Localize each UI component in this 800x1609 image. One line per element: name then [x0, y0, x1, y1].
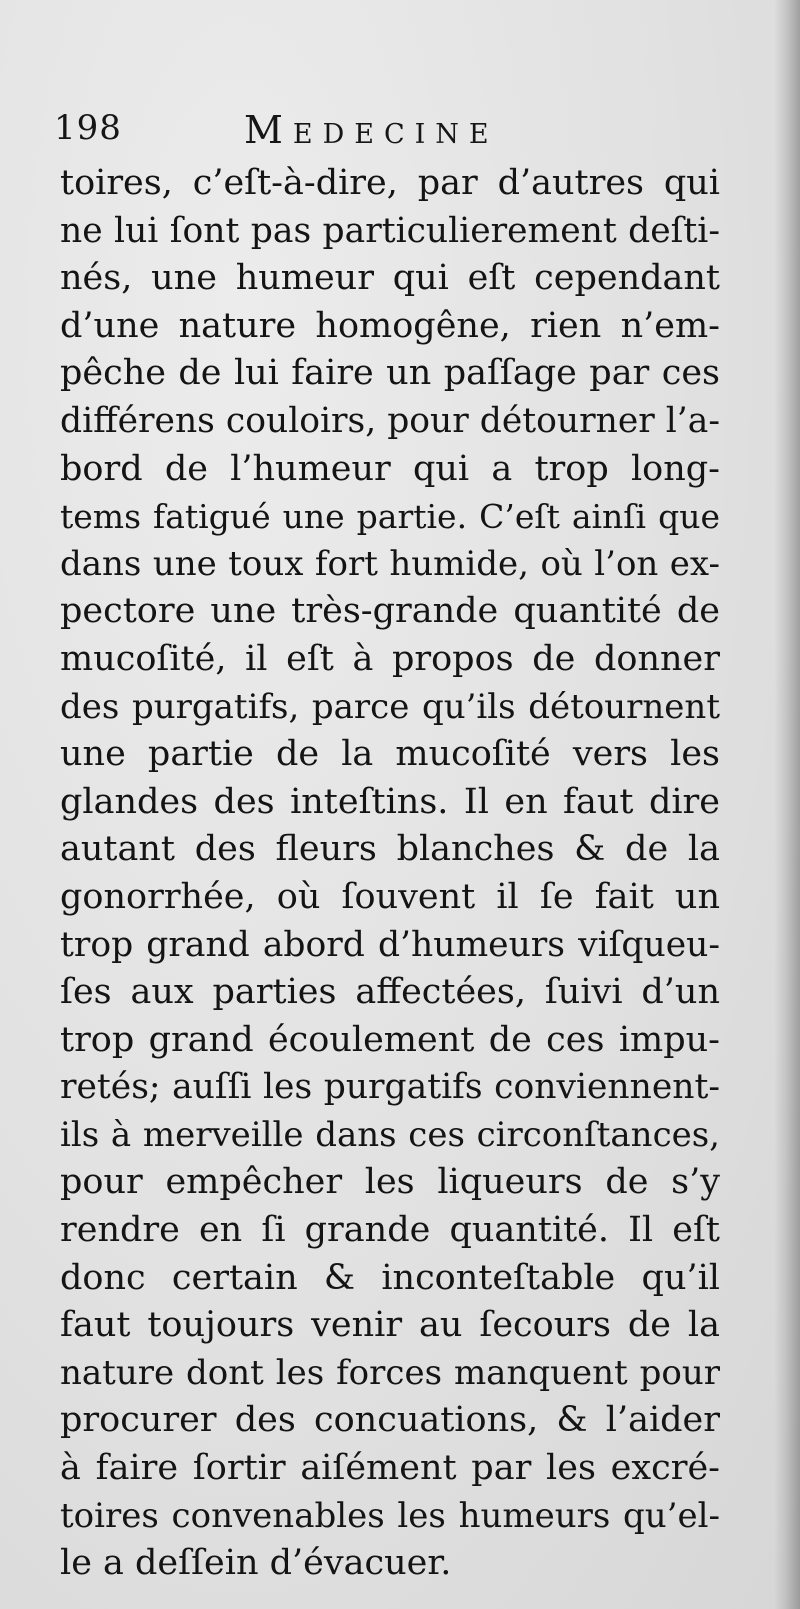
text-line: mucoſité, il eſt à propos de donner	[60, 638, 720, 679]
text-line: ne lui ſont pas particulierement deſti-	[60, 210, 720, 251]
text-line: nés, une humeur qui eſt cependant	[60, 258, 720, 299]
text-line: toires convenables les humeurs qu’el-	[60, 1495, 720, 1536]
text-line: donc certain & inconteſtable qu’il	[60, 1257, 720, 1298]
text-line: pectore une très-grande quantité de	[60, 591, 720, 632]
text-line: toires, c’eſt-à-dire, par d’autres qui	[60, 163, 720, 203]
text-line: ſes aux parties affectées, ſuivi d’un	[60, 972, 720, 1013]
text-line: rendre en ſi grande quantité. Il eſt	[60, 1210, 720, 1251]
page-edge-shadow	[774, 0, 800, 1609]
text-line: dans une toux fort humide, où l’on ex-	[60, 543, 720, 584]
text-line: faut toujours venir au ſecours de la	[60, 1305, 720, 1346]
text-line: trop grand écoulement de ces impu-	[60, 1019, 720, 1060]
text-line: procurer des concuations, & l’aider	[60, 1400, 720, 1441]
text-line: tems fatigué une partie. C’eſt ainſi que	[60, 497, 720, 537]
text-line: autant des fleurs blanches & de la	[60, 829, 720, 870]
text-line: bord de l’humeur qui a trop long-	[60, 448, 720, 489]
text-line: à faire ſortir aiſément par les excré-	[60, 1448, 720, 1489]
text-line: différens couloirs, pour détourner l’a-	[60, 400, 720, 441]
text-line: pour empêcher les liqueurs de s’y	[60, 1162, 720, 1203]
text-line: pêche de lui faire un paſſage par ces	[60, 353, 720, 394]
text-line: gonorrhée, où ſouvent il ſe fait un	[60, 876, 720, 917]
page-header	[54, 108, 754, 168]
text-line: retés; auſſi les purgatifs conviennent-	[60, 1067, 720, 1108]
text-line: des purgatifs, parce qu’ils détournent	[60, 686, 720, 727]
text-line: glandes des inteſtins. Il en faut dire	[60, 781, 720, 822]
text-line: ils à merveille dans ces circonſtances,	[60, 1114, 720, 1155]
body-text	[60, 160, 720, 1588]
text-line: le a deſſein d’évacuer.	[60, 1543, 452, 1584]
text-line: nature dont les forces manquent pour	[60, 1352, 720, 1393]
text-line: une partie de la mucoſité vers les	[60, 734, 720, 775]
text-line: d’une nature homogêne, rien n’em-	[60, 305, 720, 346]
text-line: trop grand abord d’humeurs viſqueu-	[60, 924, 720, 965]
page-number: 198	[54, 108, 122, 148]
running-head: Medecine	[244, 108, 499, 152]
